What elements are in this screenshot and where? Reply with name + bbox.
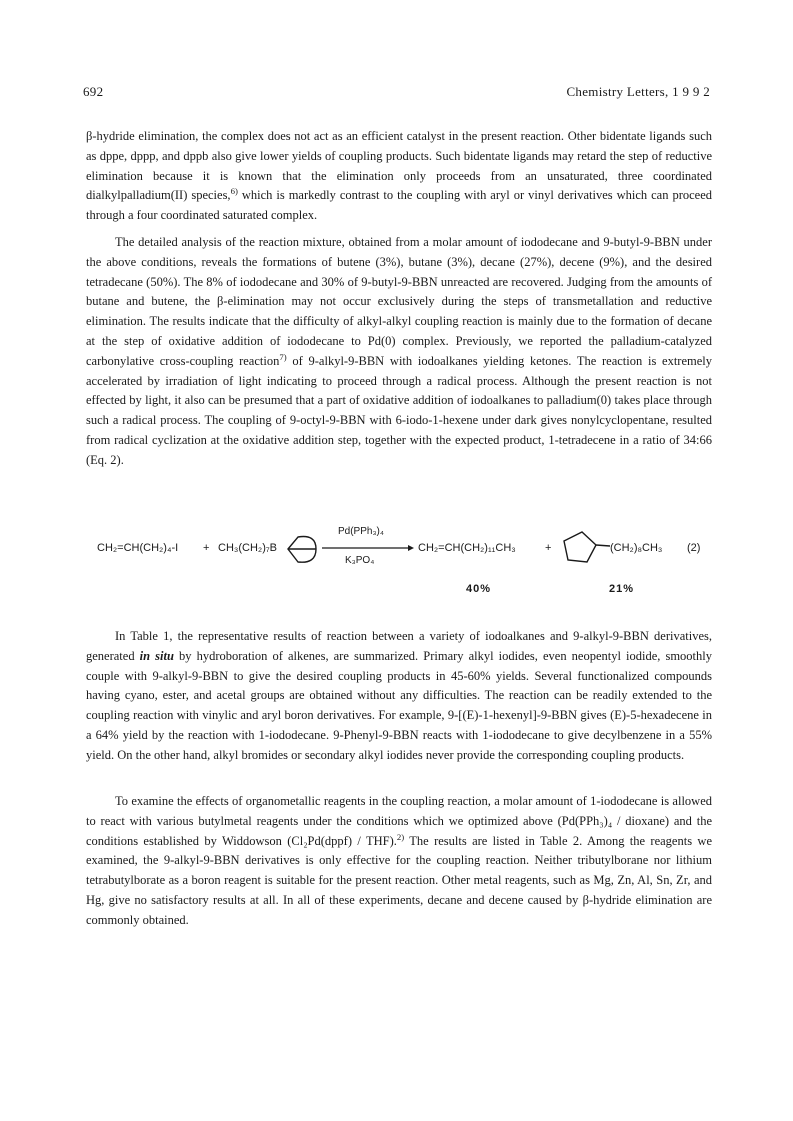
reference-6: 6)	[230, 186, 238, 197]
paragraph-3	[86, 627, 712, 766]
paragraph-4-text-a: To examine the effects of organometallic reagents in the coupling reaction, a molar amount of 1-iododecane is allowed to react with various butylmetal reagents under the conditions which we optimized above (Pd(PPh₃)₄ / dioxane) and the conditions established by Widdowson (Cl₂Pd(dppf) / THF).	[86, 794, 712, 848]
paragraph-3-text-a: In Table 1, the representative results of reaction between a variety of iodoalkanes and 9-alkyl-9-BBN derivatives, generated	[86, 629, 712, 663]
plus-sign-1: +	[203, 542, 210, 554]
equation-number: (2)	[687, 542, 701, 554]
paragraph-1-text: β-hydride elimination, the complex does not act as an efficient catalyst in the present reaction. Other bidentate ligands such as dppe, dppp, and dppb also give lower yields of coupling products. Such bidentate ligands may retard the step of reductive elimination because it is known that the elimination only proceeds from an unsaturated, three coordinated dialkylpalladium(II) species,	[86, 129, 712, 203]
page-header	[83, 84, 710, 104]
page-number: 692	[83, 84, 104, 99]
yield-tetradecene: 40%	[466, 583, 492, 595]
catalyst-label: Pd(PPh₃)₄	[338, 526, 384, 537]
paragraph-1	[86, 127, 712, 226]
paragraph-2-text-b: of 9-alkyl-9-BBN with iodoalkanes yielding ketones. The reaction is extremely accelerated by irradiation of light indicating to proceed through a radical process. Although the present reaction is not effected by light, it also can be presumed that a part of oxidative addition of iodoalkanes to palladium(0) takes place through such a radical process. The coupling of 9-octyl-9-BBN with 6-iodo-1-hexene under dark gives nonylcyclopentane, resulted from radical cyclization at the oxidative addition step, together with the expected product, 1-tetradecene in a ratio of 34:66 (Eq. 2).	[86, 353, 713, 467]
paragraph-3-text-b: by hydroboration of alkenes, are summarized. Primary alkyl iodides, even neopentyl iodide, smoothly couple with 9-alkyl-9-BBN to give the desired coupling products in 45-60% yields. Several functionalized compounds having cyano, ester, and acetal groups are obtained without any difficulties. The reaction can be readily extended to the coupling reaction with vinylic and aryl boron derivatives. For example, 9-[(E)-1-hexenyl]-9-BBN gives (E)-5-hexadecene in a 64% yield by the reaction with 1-iododecane. 9-Phenyl-9-BBN reacts with 1-iododecane to give decylbenzene in a 55% yield. On the other hand, alkyl bromides or secondary alkyl iodides never provide the corresponding coupling products.	[86, 648, 713, 762]
reference-2: 2)	[396, 831, 405, 842]
product-nonyl-substituent: (CH₂)₈CH₃	[610, 542, 663, 554]
journal-title: Chemistry Letters, 1 9 9 2	[566, 84, 710, 99]
paragraph-1-text-end: which is markedly contrast to the coupling with aryl or vinyl derivatives which can proceed through a four coordinated saturated complex.	[86, 188, 713, 223]
product-tetradecene: CH₂=CH(CH₂)₁₁CH₃	[418, 542, 516, 554]
cyclopentane-ring-structure	[560, 529, 610, 565]
paragraph-2	[86, 233, 712, 471]
bbn-bicyclic-structure	[286, 532, 320, 568]
paragraph-4	[86, 792, 712, 931]
reaction-scheme-eq-2	[90, 522, 730, 602]
reference-7: 7)	[279, 351, 287, 362]
reactant-octyl-bbn: CH₃(CH₂)₇B	[218, 542, 277, 554]
yield-nonylcyclopentane: 21%	[609, 583, 635, 595]
paragraph-2-text-a: The detailed analysis of the reaction mixture, obtained from a molar amount of iododecane and 9-butyl-9-BBN under the above conditions, reveals the formations of butene (3%), butane (3%), decane (27%), decene (9%), and the desired tetradecane (50%). The 8% of iododecane and 30% of 9-butyl-9-BBN unreacted are recovered. Judging from the amounts of butane and butene, the β-elimination may not occur exclusively during the steps of transmetallation and reductive elimination. The results indicate that the difficulty of alkyl-alkyl coupling reaction is mainly due to the formation of decane at the step of oxidative addition of iododecane to Pd(0) complex. Previously, we reported the palladium-catalyzed carbonylative cross-coupling reaction	[86, 235, 712, 368]
reactant-iodohexene: CH₂=CH(CH₂)₄-I	[97, 542, 179, 554]
base-label: K₃PO₄	[345, 555, 375, 566]
plus-sign-2: +	[545, 542, 552, 554]
in-situ-italic: in situ	[139, 648, 174, 663]
paragraph-4-text-b: The results are listed in Table 2. Among the reagents we examined, the 9-alkyl-9-BBN derivatives is only effective for the coupling reaction. Neither tributylborane nor lithium tetrabutylborate as a boron reagent is suitable for the present reaction. Other metal reagents, such as Mg, Zn, Al, Sn, Zr, and Hg, give no satisfactory results at all. In all of these experiments, decane and decene caused by β-hydride elimination are commonly obtained.	[86, 833, 712, 927]
reaction-arrow	[322, 544, 414, 552]
